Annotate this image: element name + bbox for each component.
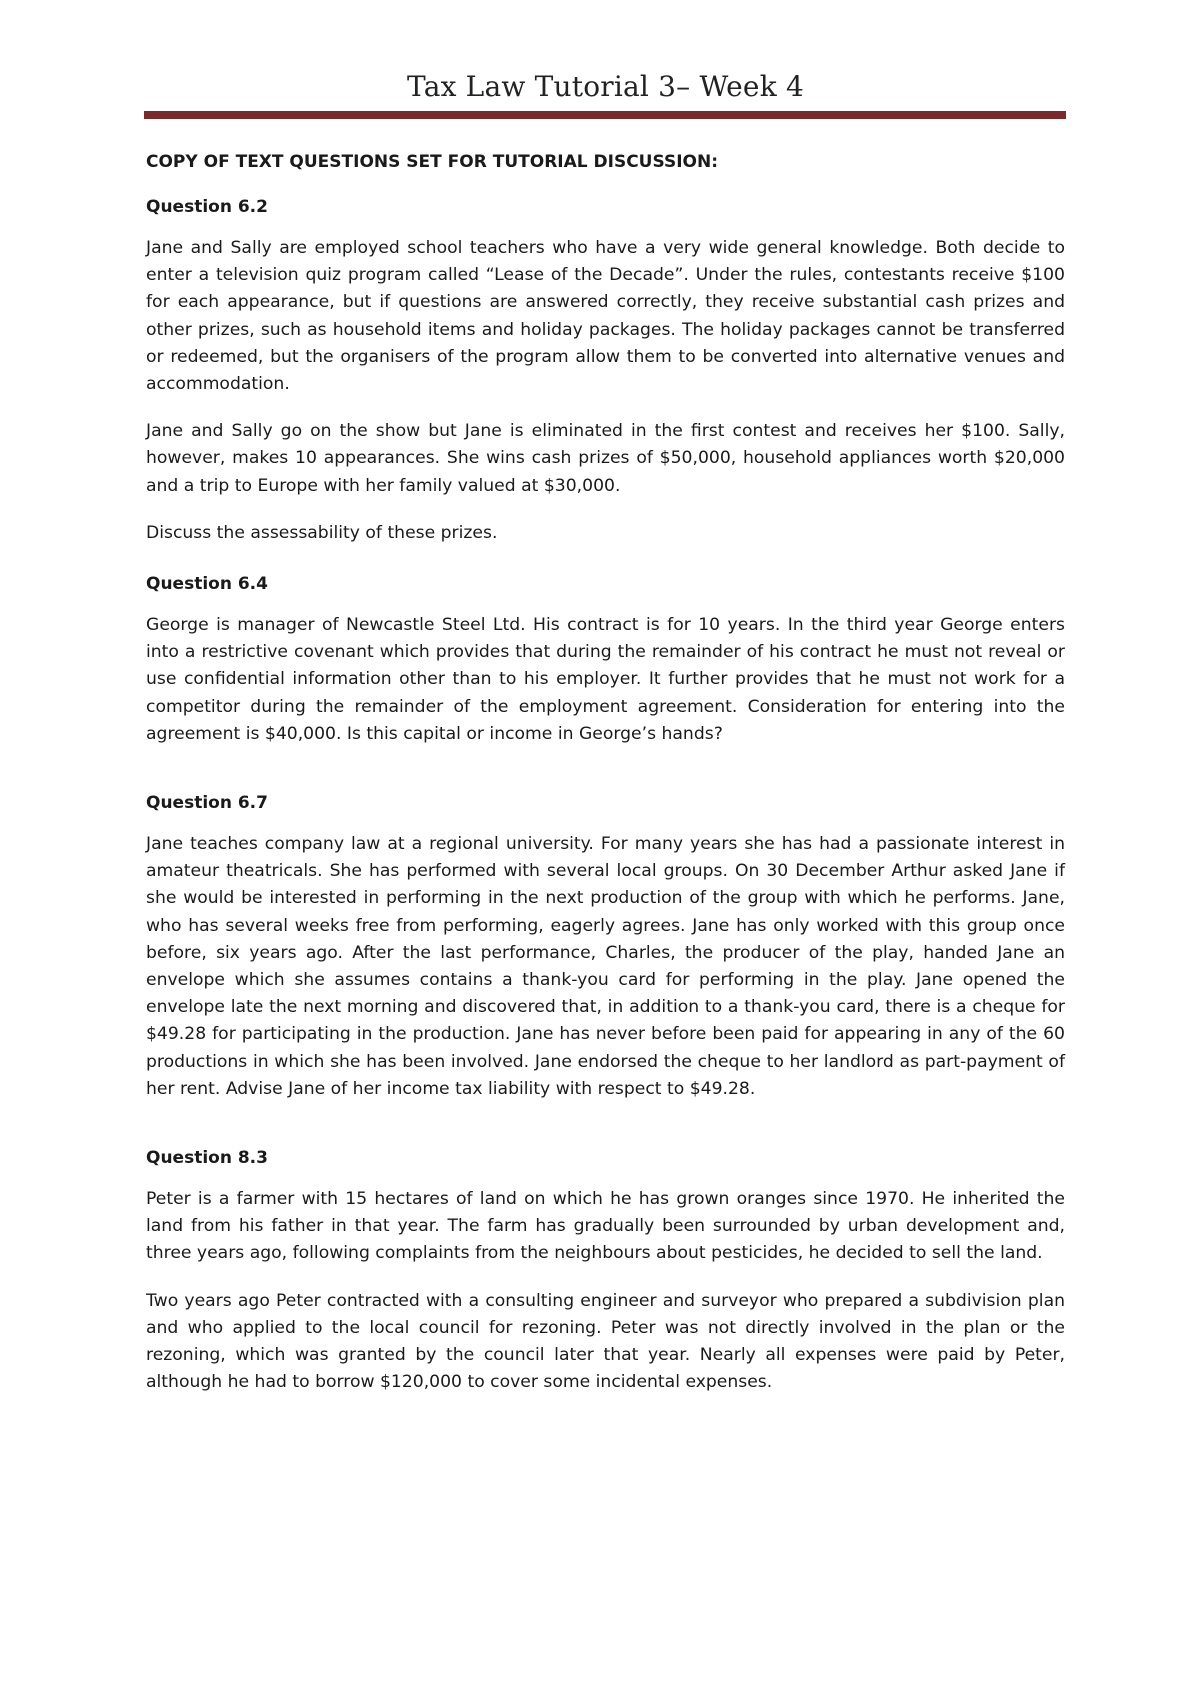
- question-block: [146, 573, 1065, 748]
- question-paragraph: Two years ago Peter contracted with a consulting engineer and surveyor who prepared a subdivision plan and who applied to the local council for rezoning. Peter was not directly involved in the plan or the rezoning, which was granted by the council later that year. Nearly all expenses were paid by Peter, although he had to borrow $120,000 to cover some incidental expenses.: [146, 1290, 1065, 1393]
- question-paragraph: Jane teaches company law at a regional university. For many years she has had a passionate interest in amateur theatricals. She has performed with several local groups. On 30 December Arthur asked Jane if she would be interested in performing in the next production of the group with which he performs. Jane, who has several weeks free from performing, eagerly agrees. Jane has only worked with this group once before, six years ago. After the last performance, Charles, the producer of the play, handed Jane an envelope which she assumes contains a thank-you card for performing in the play. Jane opened the envelope late the next morning and discovered that, in addition to a thank-you card, there is a cheque for $49.28 for participating in the production. Jane has never before been paid for appearing in any of the 60 productions in which she has been involved. Jane endorsed the cheque to her landlord as part-payment of her rent. Advise Jane of her income tax liability with respect to $49.28.: [146, 834, 1065, 1099]
- question-heading: Question 6.2: [146, 197, 268, 217]
- question-block: [146, 196, 1065, 547]
- question-paragraph: Jane and Sally are employed school teachers who have a very wide general knowledge. Both decide to enter a television quiz program called “Lease of the Decade”. Under the rules, contestants receive $100 for each appearance, but if questions are answered correctly, they receive substantial cash prizes and other prizes, such as household items and holiday packages. The holiday packages cannot be transferred or redeemed, but the organisers of the program allow them to be converted into alternative venues and accommodation.: [146, 238, 1065, 395]
- question-heading: Question 6.7: [146, 793, 268, 814]
- question-paragraph: George is manager of Newcastle Steel Ltd. His contract is for 10 years. In the third year George enters into a restrictive covenant which provides that during the remainder of his contract he must not reveal or use confidential information other than to his employer. It further provides that he must not work for a competitor during the remainder of the employment agreement. Consideration for entering into the agreement is $40,000. Is this capital or income in George’s hands?: [146, 615, 1065, 744]
- section-heading: COPY OF TEXT QUESTIONS SET FOR TUTORIAL DISCUSSION:: [146, 152, 719, 172]
- question-block: [146, 1147, 1065, 1396]
- question-heading: Question 6.4: [146, 574, 268, 595]
- page-title: Tax Law Tutorial 3– Week 4: [407, 70, 804, 103]
- document-body: [146, 150, 1065, 1397]
- question-heading: Question 8.3: [146, 1148, 268, 1169]
- question-paragraph: Peter is a farmer with 15 hectares of land on which he has grown oranges since 1970. He inherited the land from his father in that year. The farm has gradually been surrounded by urban development and, three years ago, following complaints from the neighbours about pesticides, he decided to sell the land.: [146, 1189, 1065, 1264]
- title-divider: [144, 111, 1066, 119]
- question-paragraph: Discuss the assessability of these prizes.: [146, 522, 498, 543]
- question-block: [146, 792, 1065, 1103]
- question-paragraph: Jane and Sally go on the show but Jane is eliminated in the first contest and receives her $100. Sally, however, makes 10 appearances. She wins cash prizes of $50,000, household appliances worth $20,000 and a trip to Europe with her family valued at $30,000.: [146, 421, 1065, 496]
